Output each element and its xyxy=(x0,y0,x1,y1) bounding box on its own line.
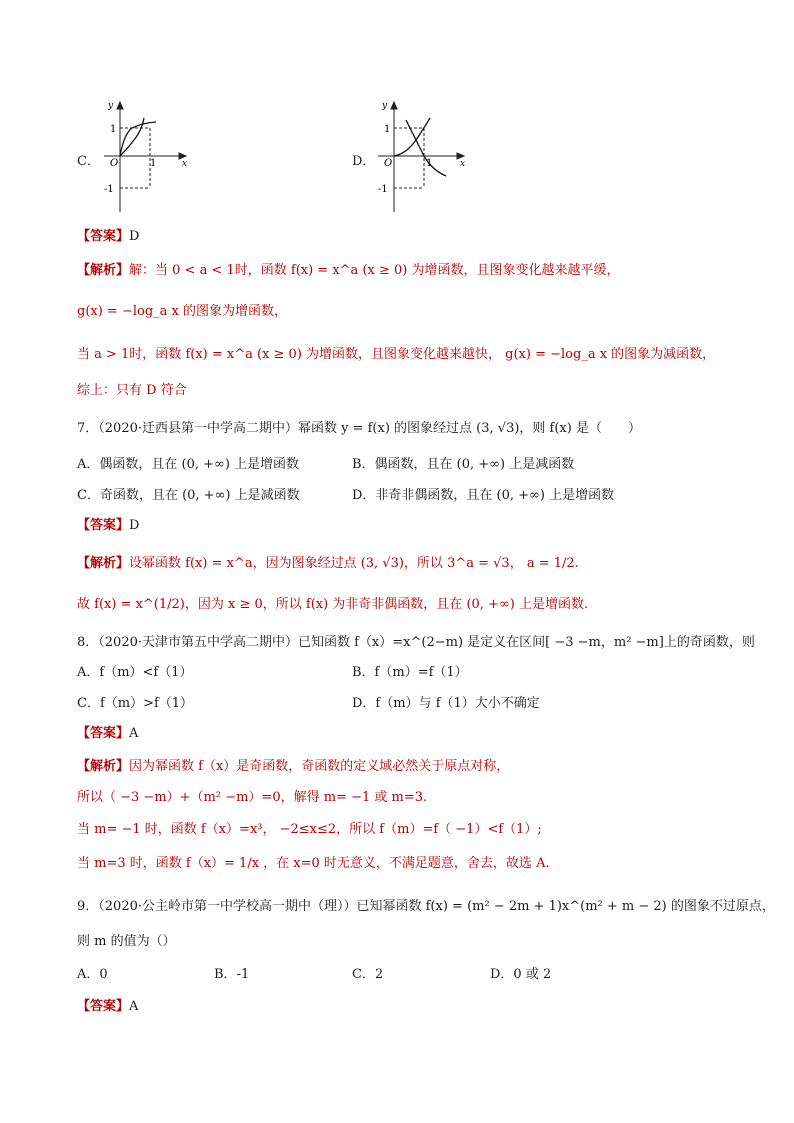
graph-c-neg-one: -1 xyxy=(104,184,114,195)
graph-c-dashes xyxy=(120,128,150,188)
q9-answer-tag: 【答案】 xyxy=(77,999,130,1014)
q9-stem-line-1: 9．（2020·公主岭市第一中学校高一期中（理））已知幂函数 f(x) = (m² − 2m + 1)x^(m² + m − 2) 的图象不过原点， xyxy=(77,899,775,914)
q7-option-d: D．非奇非偶函数，且在 (0, +∞) 上是增函数 xyxy=(352,488,615,503)
q9-answer xyxy=(77,998,138,1016)
q8-analysis-text-1: 因为幂函数 f（x）是奇函数，奇函数的定义域必然关于原点对称， xyxy=(129,759,510,774)
q7-answer-value: D xyxy=(129,518,140,533)
q7-option-c: C．奇函数，且在 (0, +∞) 上是减函数 xyxy=(77,488,300,503)
q6-analysis-text-1: 解：当 0 < a < 1时，函数 f(x) = x^a (x ≥ 0) 为增函数，且图象变化越来越平缓， xyxy=(129,263,620,278)
q6-answer xyxy=(77,228,139,246)
q9-stem-line-2: 则 m 的值为（） xyxy=(77,934,176,949)
graph-d-one-x: 1 xyxy=(426,158,433,169)
option-c-label: C． xyxy=(77,154,100,169)
graph-d-x-label: x xyxy=(460,159,466,169)
q8-option-a: A．f（m）<f（1） xyxy=(77,665,193,680)
q8-analysis-line-4: 当 m=3 时，函数 f（x）= 1/x ，在 x=0 时无意义，不满足题意，舍去，故选 A. xyxy=(77,856,550,871)
q7-option-a: A．偶函数，且在 (0, +∞) 上是增函数 xyxy=(77,457,300,472)
q9-option-a: A．0 xyxy=(77,967,108,982)
q8-analysis-tag: 【解析】 xyxy=(77,759,130,774)
graph-c-axes xyxy=(104,102,186,212)
graph-d-curves xyxy=(394,118,446,176)
option-d-label: D． xyxy=(352,154,376,169)
graph-d-origin: O xyxy=(384,158,393,169)
graph-d-axes xyxy=(378,102,464,212)
graph-c-one: 1 xyxy=(110,124,117,135)
q6-analysis-line-1 xyxy=(77,262,619,280)
graph-d-neg-one: -1 xyxy=(378,184,388,195)
q8-stem: 8．（2020·天津市第五中学高二期中）已知函数 f（x）=x^(2−m) 是定义在区间[ −3 −m，m² −m]上的奇函数，则 xyxy=(77,635,755,650)
q6-analysis-tag: 【解析】 xyxy=(77,263,130,278)
q9-option-c: C．2 xyxy=(352,967,384,982)
graph-option-d xyxy=(372,100,472,215)
q8-analysis-line-3: 当 m= −1 时，函数 f（x）=x³， −2≤x≤2，所以 f（m）=f（ −1）<f（1）; xyxy=(77,822,542,837)
q8-answer-value: A xyxy=(129,726,139,741)
graph-c-x-label: x xyxy=(182,159,188,169)
q6-analysis-line-2: g(x) = −log_a x 的图象为增函数， xyxy=(77,304,287,319)
q8-analysis-line-1 xyxy=(77,758,509,776)
q9-option-b: B．-1 xyxy=(214,967,250,982)
q7-answer-tag: 【答案】 xyxy=(77,518,130,533)
q7-analysis-line-2: 故 f(x) = x^(1/2)，因为 x ≥ 0，所以 f(x) 为非奇非偶函数，且在 (0, +∞) 上是增函数. xyxy=(77,597,589,612)
graph-c-one-x: 1 xyxy=(150,158,157,169)
q7-answer xyxy=(77,517,139,535)
graph-c-y-label: y xyxy=(108,101,114,111)
q8-option-c: C．f（m）>f（1） xyxy=(77,696,194,711)
graph-c-curves xyxy=(120,118,156,156)
q6-analysis-line-3: 当 a > 1时，函数 f(x) = x^a (x ≥ 0) 为增函数，且图象变化越来越快， g(x) = −log_a x 的图象为减函数， xyxy=(77,347,716,362)
q7-stem: 7．（2020·迁西县第一中学高二期中）幂函数 y = f(x) 的图象经过点 (3, √3)，则 f(x) 是（ ） xyxy=(77,421,641,436)
q7-analysis-line-1 xyxy=(77,555,579,573)
graph-d-y-label: y xyxy=(382,101,388,111)
q8-analysis-line-2: 所以（ −3 −m）+（m² −m）=0，解得 m= −1 或 m=3. xyxy=(77,790,428,805)
q8-answer-tag: 【答案】 xyxy=(77,726,130,741)
q8-option-d: D．f（m）与 f（1）大小不确定 xyxy=(352,696,540,711)
q7-analysis-text-1: 设幂函数 f(x) = x^a，因为图象经过点 (3, √3)，所以 3^a = √3， a = 1/2. xyxy=(129,556,579,571)
q9-option-d: D．0 或 2 xyxy=(490,967,552,982)
graph-c-origin: O xyxy=(110,158,119,169)
q8-option-b: B．f（m）=f（1） xyxy=(352,665,468,680)
graph-option-c xyxy=(98,100,198,215)
q6-analysis-line-4: 综上：只有 D 符合 xyxy=(77,383,187,398)
q6-answer-value: D xyxy=(129,229,140,244)
q6-answer-tag: 【答案】 xyxy=(77,229,130,244)
q7-analysis-tag: 【解析】 xyxy=(77,556,130,571)
q9-answer-value: A xyxy=(129,999,139,1014)
graph-d-one: 1 xyxy=(384,124,391,135)
q7-option-b: B．偶函数，且在 (0, +∞) 上是减函数 xyxy=(352,457,575,472)
q8-answer xyxy=(77,725,138,743)
graph-d-dashes xyxy=(394,128,424,188)
